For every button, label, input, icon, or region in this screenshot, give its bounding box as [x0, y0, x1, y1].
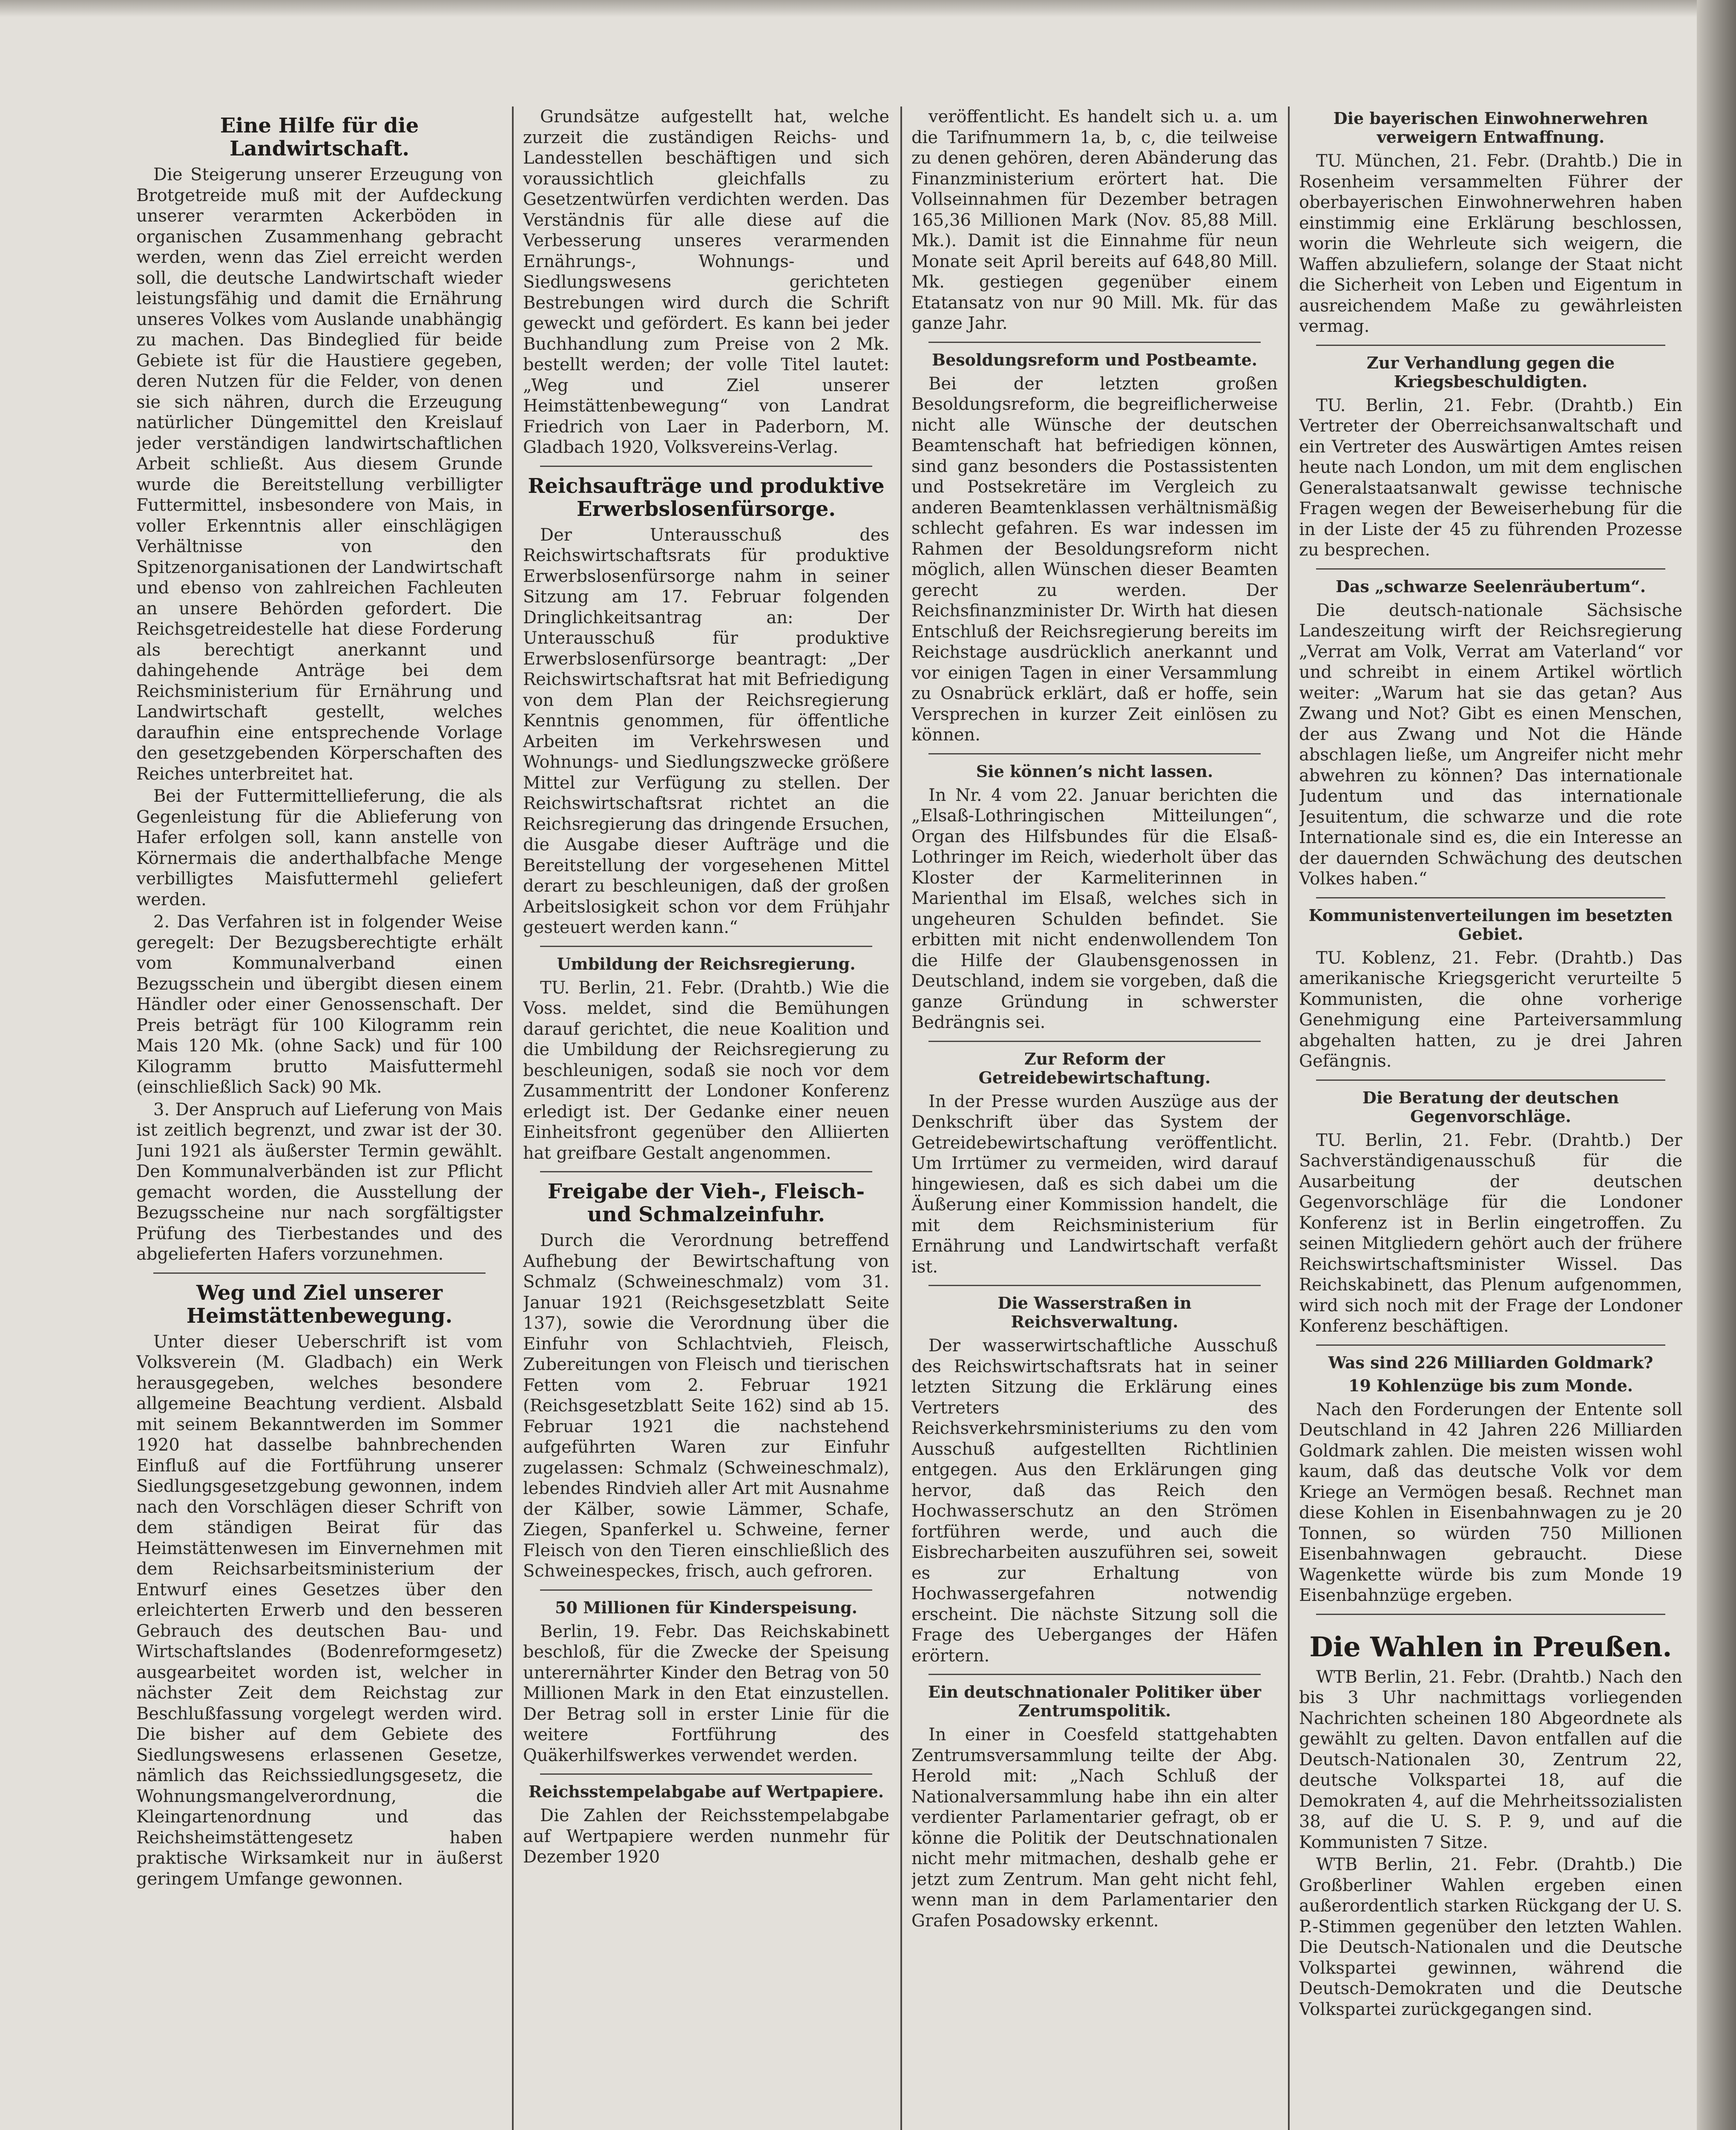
- article-paragraph: Die Steigerung unserer Erzeugung von Brotgetreide muß mit der Aufdeckung unserer verarmten Ackerböden in organischen Zusammenhang gebracht werden, wenn das Ziel erreicht werden soll, die deutsche Landwirtschaft wieder leistungsfähig und damit die Ernährung unseres Volkes vom Auslande unabhängig zu machen. Das Bindeglied für beide Gebiete ist für die Haustiere gegeben, deren Nutzen für die Felder, von denen sie sich nähren, durch die Erzeugung natürlicher Düngemittel den Kreislauf jeder verständigen landwirtschaftlichen Arbeit schließt. Aus diesem Grunde wurde die Bereitstellung verbilligter Futtermittel, insbesondere von Mais, in voller Erkenntnis aller einschlägigen Verhältnisse von den Spitzenorganisationen der Landwirtschaft und ebenso von zahlreichen Fachleuten an unsere Behörden gefordert. Die Reichsgetreidestelle hat diese Forderung als berechtigt anerkannt und dahingehende Anträge bei dem Reichsministerium für Ernährung und Landwirtschaft gestellt, welches daraufhin eine entsprechende Vorlage den gesetzgebenden Körperschaften des Reiches unterbreitet hat.: [136, 165, 503, 784]
- article-paragraph: TU. Berlin, 21. Febr. (Drahtb.) Wie die Voss. meldet, sind die Bemühungen darauf gerichtet, die neue Koalition und die Umbildung der Reichsregierung zu beschleunigen, sodaß sie noch vor dem Zusammentritt der Londoner Konferenz erledigt ist. Der Gedanke einer neuen Einheitsfront gegenüber den Alliierten hat greifbare Gestalt angenommen.: [523, 978, 889, 1163]
- column-1: [136, 106, 503, 2130]
- article-headline: 50 Millionen für Kinderspeisung.: [555, 1598, 858, 1617]
- article-headline: Freigabe der Vieh-, Fleisch- und Schmalzeinfuhr.: [547, 1180, 865, 1226]
- column-3: [911, 106, 1278, 2130]
- article-paragraph: TU. Koblenz, 21. Febr. (Drahtb.) Das amerikanische Kriegsgericht verurteilte 5 Kommunisten, die ohne vorherige Genehmigung eine Parteiversammlung abgehalten hatten, zu je drei Jahren Gefängnis.: [1299, 948, 1682, 1071]
- article-headline: Was sind 226 Milliarden Goldmark?: [1328, 1353, 1653, 1372]
- column-rule: [1288, 106, 1290, 2130]
- column-rule: [900, 106, 902, 2130]
- article-headline: Reichsaufträge und produktive Erwerbslosenfürsorge.: [528, 474, 885, 521]
- article-divider: [928, 1674, 1261, 1675]
- article-paragraph: WTB Berlin, 21. Febr. (Drahtb.) Die Großberliner Wahlen ergeben einen außerordentlich starken Rückgang der U. S. P.-Stimmen gegenüber den letzten Wahlen. Die Deutsch-Nationalen und die Deutsche Volkspartei gewinnen, während die Deutsch-Demokraten und die Deutsche Volkspartei zurückgegangen sind.: [1299, 1855, 1682, 2019]
- article-divider: [1316, 1079, 1665, 1081]
- article-divider: [540, 1171, 872, 1172]
- article-divider: [1316, 1344, 1665, 1346]
- article-divider: [153, 1272, 486, 1274]
- article-paragraph: In Nr. 4 vom 22. Januar berichten die „Elsaß-Lothringischen Mitteilungen“, Organ des Hilfsbundes für die Elsaß-Lothringer im Reich, wiederholt über das Kloster der Karmeliterinnen in Marienthal im Elsaß, welches sich in ungeheuren Schulden befindet. Sie erbitten mit nicht endenwollendem Ton die Hilfe der Glaubensgenossen in Deutschland, indem sie vorgeben, daß die ganze Gründung in schwerster Bedrängnis sei.: [911, 785, 1278, 1032]
- article-divider: [1316, 345, 1665, 346]
- article-paragraph: Bei der letzten großen Besoldungsreform, die begreiflicherweise nicht alle Wünsche der deutschen Beamtenschaft hat befriedigen können, sind ganz besonders die Postassistenten und Postsekretäre im Vergleich zu anderen Beamtenklassen verhältnismäßig schlecht gefahren. Es war indessen im Rahmen der Besoldungsreform nicht möglich, allen Wünschen dieser Beamten gerecht zu werden. Der Reichsfinanzminister Dr. Wirth hat diesen Entschluß der Reichsregierung bereits im Reichstage ausdrücklich anerkannt und vor einigen Tagen in einer Versammlung zu Osnabrück erklärt, daß er hoffe, sein Versprechen in kurzer Zeit einlösen zu können.: [911, 374, 1278, 745]
- article-paragraph: Der wasserwirtschaftliche Ausschuß des Reichswirtschaftsrats hat in seiner letzten Sitzung die Erklärung eines Vertreters des Reichsverkehrsministeriums zu den vom Ausschuß aufgestellten Richtlinien entgegen. Aus den Erklärungen ging hervor, daß das Reich den Hochwasserschutz an den Strömen fortführen werde, und auch die Eisbrecharbeiten auszuführen sei, soweit es zur Erhaltung von Hochwassergefahren notwendig erscheint. Die nächste Sitzung soll die Frage des Ueberganges der Häfen erörtern.: [911, 1336, 1278, 1666]
- article-paragraph: WTB Berlin, 21. Febr. (Drahtb.) Nach den bis 3 Uhr nachmittags vorliegenden Nachrichten scheinen 180 Abgeordnete als gewählt zu gelten. Davon entfallen auf die Deutsch-Nationalen 30, Zentrum 22, deutsche Volkspartei 18, auf die Demokraten 4, auf die Mehrheitssozialisten 38, auf die U. S. P. 9, und auf die Kommunisten 7 Sitze.: [1299, 1667, 1682, 1852]
- article-paragraph: Die deutsch-nationale Sächsische Landeszeitung wirft der Reichsregierung „Verrat am Volk, Verrat am Vaterland“ vor und schreibt in einem Artikel wörtlich weiter: „Warum hat sie das getan? Aus Zwang und Not? Gibt es einen Menschen, der aus Zwang und Not die Hände abschlagen ließe, um Angreifer nicht mehr abwehren zu können? Das internationale Judentum und das internationale Jesuitentum, die schwarze und die rote Internationale sind es, die ein Interesse an der dauernden Schwächung des deutschen Volkes haben.“: [1299, 600, 1682, 889]
- article-divider: [1316, 897, 1665, 898]
- article-headline: Die bayerischen Einwohnerwehren verweigern Entwaffnung.: [1333, 109, 1648, 147]
- article-paragraph: 2. Das Verfahren ist in folgender Weise geregelt: Der Bezugsberechtigte erhält vom Kommunalverband einen Bezugsschein und übergibt diesen einem Händler oder einer Genossenschaft. Der Preis beträgt für 100 Kilogramm rein Mais 120 Mk. (ohne Sack) und für 100 Kilogramm brutto Maisfuttermehl (einschließlich Sack) 90 Mk.: [136, 912, 503, 1097]
- article-headline: Umbildung der Reichsregierung.: [557, 954, 856, 973]
- article-headline: Die Beratung der deutschen Gegenvorschläge.: [1362, 1088, 1619, 1126]
- column-4: [1299, 106, 1682, 2130]
- article-headline: Das „schwarze Seelenräubertum“.: [1335, 576, 1646, 596]
- article-paragraph: In einer in Coesfeld stattgehabten Zentrumsversammlung teilte der Abg. Herold mit: „Nach Schluß der Nationalversammlung habe ihn ein alter verdienter Parlamentarier gefragt, ob er könne die Politik der Deutschnationalen nicht mehr mitmachen, deshalb gehe er jetzt zum Zentrum. Man geht nicht fehl, wenn man in dem Parlamentarier den Grafen Posadowsky erkennt.: [911, 1725, 1278, 1931]
- article-divider: [928, 342, 1261, 343]
- article-divider: [540, 466, 872, 467]
- article-divider: [928, 1285, 1261, 1286]
- article-divider: [928, 1041, 1261, 1042]
- article-paragraph: Die Zahlen der Reichsstempelabgabe auf Wertpapiere werden nunmehr für Dezember 1920: [523, 1806, 889, 1867]
- article-headline: Zur Verhandlung gegen die Kriegsbeschuldigten.: [1366, 353, 1615, 391]
- article-divider: [540, 1589, 872, 1591]
- article-divider: [1316, 1614, 1665, 1615]
- article-headline: Die Wasserstraßen in Reichsverwaltung.: [997, 1293, 1192, 1331]
- article-paragraph: Unter dieser Ueberschrift ist vom Volksverein (M. Gladbach) ein Werk herausgegeben, welches besondere allgemeine Beachtung verdient. Alsbald mit seinem Bekanntwerden im Sommer 1920 hat dasselbe bahnbrechenden Einfluß auf die Fortführung unserer Siedlungsgesetzgebung gewonnen, indem nach den Vorschlägen dieser Schrift von dem ständigen Beirat für das Heimstättenwesen im Einvernehmen mit dem Reichsarbeitsministerium der Entwurf eines Gesetzes über den erleichterten Erwerb und den besseren Gebrauch des deutschen Bau- und Wirtschaftslandes (Bodenreformgesetz) ausgearbeitet worden ist, welcher in nächster Zeit dem Reichstag zur Beschlußfassung vorgelegt werden wird. Die bisher auf dem Gebiete des Siedlungswesens erlassenen Gesetze, nämlich das Reichssiedlungsgesetz, die Wohnungsmangelverordnung, die Kleingartenordnung und das Reichsheimstättengesetz haben praktische Wirksamkeit nur in äußerst geringem Umfange gewonnen.: [136, 1332, 503, 1889]
- article-paragraph: Durch die Verordnung betreffend Aufhebung der Bewirtschaftung von Schmalz (Schweineschmalz) vom 31. Januar 1921 (Reichsgesetzblatt Seite 137), sowie die Verordnung über die Einfuhr von Schlachtvieh, Fleisch, Zubereitungen von Fleisch und tierischen Fetten vom 2. Februar 1921 (Reichsgesetzblatt Seite 162) sind ab 15. Februar 1921 die nachstehend aufgeführten Waren zur Einfuhr zugelassen: Schmalz (Schweineschmalz), lebendes Rindvieh aller Art mit Ausnahme der Kälber, sowie Lämmer, Schafe, Ziegen, Spanferkel u. Schweine, ferner Fleisch von den Tieren einschließlich des Schweinespeckes, frisch, auch gefroren.: [523, 1231, 889, 1581]
- article-headline: Zur Reform der Getreidebewirtschaftung.: [978, 1049, 1211, 1087]
- article-divider: [928, 753, 1261, 754]
- article-headline: Weg und Ziel unserer Heimstättenbewegung.: [186, 1281, 453, 1328]
- article-divider: [540, 946, 872, 947]
- article-paragraph: In der Presse wurden Auszüge aus der Denkschrift über das System der Getreidebewirtschaftung veröffentlicht. Um Irrtümer zu vermeiden, wird darauf hingewiesen, daß es sich dabei um die Äußerung einer Kommission handelt, die mit dem Reichsministerium für Ernährung und Landwirtschaft verfaßt ist.: [911, 1091, 1278, 1277]
- article-headline: Besoldungsreform und Postbeamte.: [931, 350, 1258, 369]
- article-paragraph: Der Unterausschuß des Reichswirtschaftsrats für produktive Erwerbslosenfürsorge nahm in seiner Sitzung am 17. Februar folgenden Dringlichkeitsantrag an: Der Unterausschuß für produktive Erwerbslosenfürsorge beantragt: „Der Reichswirtschaftsrat hat mit Befriedigung von dem Plan der Reichsregierung Kenntnis genommen, für öffentliche Arbeiten im Verkehrswesen und Wohnungs- und Siedlungszwecke größere Mittel zur Verfügung zu stellen. Der Reichswirtschaftsrat richtet an die Reichsregierung das dringende Ersuchen, die Ausgabe dieser Aufträge und die Bereitstellung der vorgesehenen Mittel derart zu beschleunigen, daß der großen Arbeitslosigkeit schon vor dem Frühjahr gesteuert werden kann.“: [523, 525, 889, 937]
- article-subheadline: 19 Kohlenzüge bis zum Monde.: [1348, 1376, 1633, 1395]
- article-paragraph: TU. Berlin, 21. Febr. (Drahtb.) Ein Vertreter der Oberreichsanwaltschaft und ein Vertreter des Auswärtigen Amtes reisen heute nach London, um mit dem englischen Generalstaatsanwalt gewisse technische Fragen wegen der Beweiserhebung für die in der Liste der 45 zu führenden Prozesse zu besprechen.: [1299, 395, 1682, 560]
- article-paragraph: Nach den Forderungen der Entente soll Deutschland in 42 Jahren 226 Milliarden Goldmark zahlen. Die meisten wissen wohl kaum, daß das deutsche Volk vor dem Kriege an Vermögen besaß. Rechnet man diese Kohlen in Eisenbahnwagen zu je 20 Tonnen, so würden 750 Millionen Eisenbahnwagen gebraucht. Diese Wagenkette würde bis zum Monde 19 Eisenbahnzüge ergeben.: [1299, 1399, 1682, 1605]
- article-paragraph: Berlin, 19. Febr. Das Reichskabinett beschloß, für die Zwecke der Speisung unterernährter Kinder den Betrag von 50 Millionen Mark in den Etat einzustellen. Der Betrag soll in erster Linie für die weitere Fortführung des Quäkerhilfswerkes verwendet werden.: [523, 1621, 889, 1765]
- article-divider: [1316, 568, 1665, 570]
- article-paragraph: 3. Der Anspruch auf Lieferung von Mais ist zeitlich begrenzt, und zwar ist der 30. Juni 1921 als äußerster Termin gewählt. Den Kommunalverbänden ist zur Pflicht gemacht worden, die Ausstellung der Bezugsscheine nur nach sorgfältigster Prüfung des Tierbestandes und des abgelieferten Hafers vorzunehmen.: [136, 1100, 503, 1264]
- article-paragraph: TU. München, 21. Febr. (Drahtb.) Die in Rosenheim versammelten Führer der oberbayerischen Einwohnerwehren haben einstimmig eine Erklärung beschlossen, worin die Wehrleute sich weigern, die Waffen abzuliefern, solange der Staat nicht die Sicherheit von Leben und Eigentum in ausreichendem Maße zu gewährleisten vermag.: [1299, 151, 1682, 336]
- page-right-edge: [1697, 0, 1736, 2130]
- article-headline: Reichsstempelabgabe auf Wertpapiere.: [528, 1782, 884, 1801]
- article-paragraph: Bei der Futtermittellieferung, die als Gegenleistung für die Ablieferung von Hafer erfolgen soll, kann anstelle von Körnermais die anderthalbfache Menge verbilligtes Maisfuttermehl geliefert werden.: [136, 786, 503, 910]
- article-headline: Sie können’s nicht lassen.: [976, 761, 1213, 781]
- article-divider: [540, 1773, 872, 1775]
- article-headline: Die Wahlen in Preußen.: [1309, 1631, 1672, 1663]
- column-2: [523, 106, 889, 2130]
- column-rule: [512, 106, 514, 2130]
- article-paragraph: Grundsätze aufgestellt hat, welche zurzeit die zuständigen Reichs- und Landesstellen beschäftigen und sich voraussichtlich gleichfalls zu Gesetzentwürfen verdichten werden. Das Verständnis für alle diese auf die Verbesserung unseres verarmenden Ernährungs-, Wohnungs- und Siedlungswesens gerichteten Bestrebungen wird durch die Schrift geweckt und gefördert. Es kann bei jeder Buchhandlung zum Preise von 2 Mk. bestellt werden; der volle Titel lautet: „Weg und Ziel unserer Heimstättenbewegung“ von Landrat Friedrich von Laer in Paderborn, M. Gladbach 1920, Volksvereins-Verlag.: [523, 107, 889, 457]
- article-headline: Ein deutschnationaler Politiker über Zentrumspolitik.: [928, 1682, 1261, 1720]
- page-top-edge: [0, 0, 1736, 17]
- article-paragraph: veröffentlicht. Es handelt sich u. a. um die Tarifnummern 1a, b, c, die teilweise zu denen gehören, deren Abänderung das Finanzministerium erörtert hat. Die Vollseinnahmen für Dezember betragen 165,36 Millionen Mark (Nov. 85,88 Mill. Mk.). Damit ist die Einnahme für neun Monate seit April bereits auf 648,80 Mill. Mk. gestiegen gegenüber einem Etatansatz von nur 90 Mill. Mk. für das ganze Jahr.: [911, 107, 1278, 333]
- article-headline: Kommunistenverteilungen im besetzten Gebiet.: [1308, 905, 1673, 944]
- article-headline: Eine Hilfe für die Landwirtschaft.: [220, 114, 419, 161]
- article-paragraph: TU. Berlin, 21. Febr. (Drahtb.) Der Sachverständigenausschuß für die Ausarbeitung der deutschen Gegenvorschläge für die Londoner Konferenz ist in Berlin eingetroffen. Zu seinen Mitgliedern gehört auch der frühere Reichswirtschaftsminister Wissel. Das Reichskabinett, das Plenum aufgenommen, wird sich noch mit der Frage der Londoner Konferenz beschäftigen.: [1299, 1130, 1682, 1336]
